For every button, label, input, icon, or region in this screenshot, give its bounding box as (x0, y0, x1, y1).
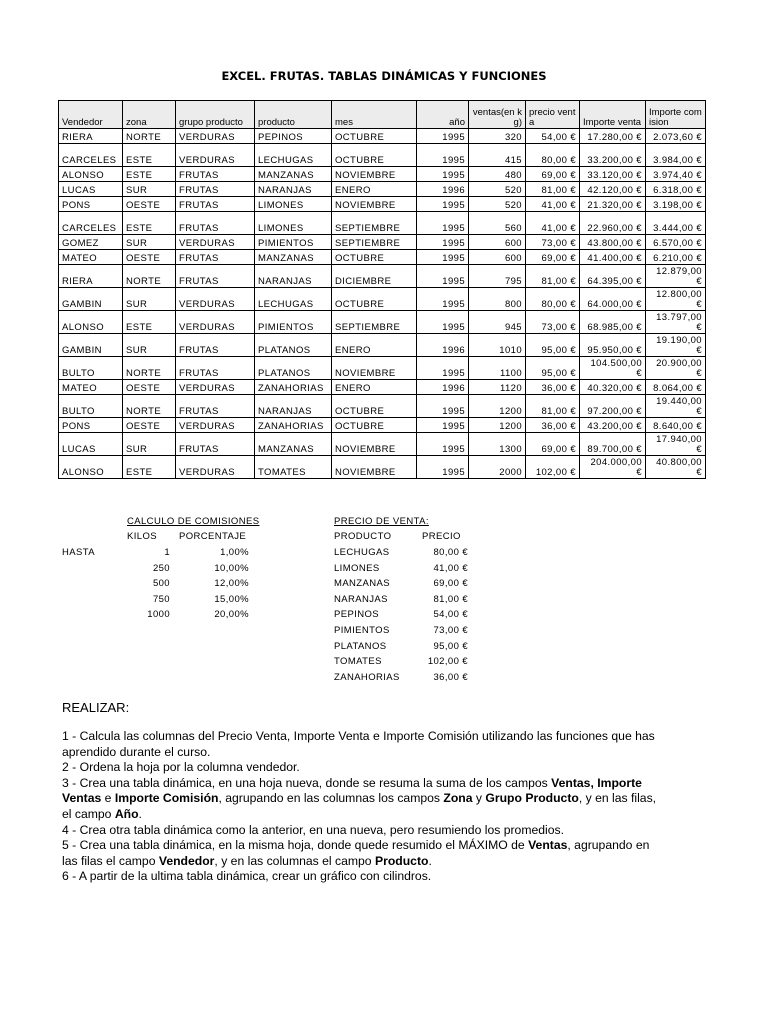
cell-ventas: 1100 (469, 357, 526, 380)
cell-ano: 1995 (417, 250, 469, 265)
cell-ano: 1996 (417, 380, 469, 395)
instruction-item (62, 869, 662, 885)
cell-importe-venta: 33.120,00 € (580, 167, 646, 182)
precio-valor: 54,00 € (433, 609, 468, 621)
precio-valor: 69,00 € (433, 578, 468, 590)
table-row (59, 235, 706, 250)
table-row (59, 265, 706, 288)
instructions (62, 729, 662, 885)
cell-ano: 1995 (417, 167, 469, 182)
cell-importe-venta: 64.395,00 € (580, 265, 646, 288)
instruction-text: 4 - Crea otra tabla dinámica como la anterior, en una nueva, pero resumiendo los promedios. (62, 822, 564, 837)
porcentaje-value: 1,00% (220, 547, 249, 558)
cell-zona: SUR (123, 182, 176, 197)
cell-importe-comision: 13.797,00 € (646, 311, 706, 334)
cell-ano: 1996 (417, 334, 469, 357)
cell-importe-comision: 17.940,00 € (646, 433, 706, 456)
cell-zona: OESTE (123, 418, 176, 433)
cell-importe-comision: 3.974,40 € (646, 167, 706, 182)
kilos-header: KILOS (127, 531, 157, 542)
cell-importe-comision: 2.073,60 € (646, 129, 706, 144)
cell-zona: OESTE (123, 197, 176, 212)
cell-zona: NORTE (123, 265, 176, 288)
precio-producto: TOMATES (334, 656, 382, 668)
cell-importe-venta: 97.200,00 € (580, 395, 646, 418)
instruction-text: , agrupando en las columnas los campos (218, 791, 444, 806)
cell-mes: OCTUBRE (332, 250, 417, 265)
cell-vendedor: BULTO (59, 395, 123, 418)
cell-grupo-producto: VERDURAS (176, 288, 255, 311)
cell-ventas: 560 (469, 212, 526, 235)
table-row (59, 212, 706, 235)
cell-precio-venta: 54,00 € (526, 129, 580, 144)
precio-valor: 80,00 € (433, 547, 468, 558)
cell-mes: OCTUBRE (332, 418, 417, 433)
cell-precio-venta: 80,00 € (526, 144, 580, 167)
instruction-emphasis: Grupo Producto (485, 791, 579, 806)
table-row (59, 433, 706, 456)
cell-ano: 1995 (417, 197, 469, 212)
cell-importe-comision: 6.318,00 € (646, 182, 706, 197)
table-header-row (59, 101, 706, 129)
kilos-value: 750 (152, 593, 170, 605)
cell-mes: SEPTIEMBRE (332, 212, 417, 235)
cell-producto: NARANJAS (255, 265, 332, 288)
cell-importe-comision: 20.900,00 € (646, 357, 706, 380)
cell-producto: PEPINOS (255, 129, 332, 144)
header-ano: año (417, 101, 469, 129)
cell-vendedor: PONS (59, 418, 123, 433)
table-row (59, 311, 706, 334)
cell-zona: NORTE (123, 395, 176, 418)
instruction-text: 5 - Crea una tabla dinámica, en la misma hoja, donde quede resumido el MÁXIMO de (62, 838, 529, 853)
cell-precio-venta: 95,00 € (526, 357, 580, 380)
precio-producto: NARANJAS (334, 593, 388, 605)
header-precio-venta: precio venta (526, 101, 580, 129)
cell-importe-venta: 95.950,00 € (580, 334, 646, 357)
precio-producto: PLATANOS (334, 640, 387, 652)
header-mes: mes (332, 101, 417, 129)
cell-grupo-producto: FRUTAS (176, 212, 255, 235)
cell-mes: SEPTIEMBRE (332, 311, 417, 334)
cell-producto: MANZANAS (255, 167, 332, 182)
cell-importe-comision: 12.800,00 € (646, 288, 706, 311)
precio-valor: 41,00 € (433, 562, 468, 574)
cell-zona: ESTE (123, 167, 176, 182)
header-producto: producto (255, 101, 332, 129)
cell-grupo-producto: FRUTAS (176, 182, 255, 197)
instruction-emphasis: Importe Ventas (62, 775, 642, 806)
cell-importe-venta: 104.500,00 € (580, 357, 646, 380)
cell-importe-comision: 40.800,00 € (646, 456, 706, 479)
cell-producto: ZANAHORIAS (255, 380, 332, 395)
cell-vendedor: CARCELES (59, 144, 123, 167)
cell-importe-venta: 64.000,00 € (580, 288, 646, 311)
instruction-item (62, 823, 662, 839)
cell-importe-venta: 33.200,00 € (580, 144, 646, 167)
instruction-emphasis: Zona (443, 791, 473, 806)
cell-ventas: 945 (469, 311, 526, 334)
instruction-text: 1 - Calcula las columnas del Precio Venta, Importe Venta e Importe Comisión utilizando las funciones que has aprendido durante el curso. (62, 729, 655, 759)
cell-importe-comision: 6.570,00 € (646, 235, 706, 250)
instruction-text: , agrupando en las filas el campo (62, 838, 650, 868)
cell-ventas: 600 (469, 235, 526, 250)
cell-mes: OCTUBRE (332, 395, 417, 418)
cell-zona: SUR (123, 235, 176, 250)
cell-producto: LIMONES (255, 197, 332, 212)
cell-grupo-producto: FRUTAS (176, 433, 255, 456)
realizar-heading: REALIZAR: (62, 700, 130, 715)
table-row (59, 288, 706, 311)
kilos-value: 500 (152, 578, 170, 589)
cell-grupo-producto: VERDURAS (176, 380, 255, 395)
cell-zona: ESTE (123, 311, 176, 334)
cell-mes: NOVIEMBRE (332, 167, 417, 182)
cell-precio-venta: 81,00 € (526, 265, 580, 288)
cell-vendedor: CARCELES (59, 212, 123, 235)
header-ventas: ventas(en kg) (469, 101, 526, 129)
precio-producto: MANZANAS (334, 578, 390, 590)
cell-vendedor: RIERA (59, 265, 123, 288)
cell-zona: NORTE (123, 357, 176, 380)
cell-vendedor: ALONSO (59, 311, 123, 334)
precio-valor: 36,00 € (433, 671, 468, 683)
table-row (59, 167, 706, 182)
cell-importe-venta: 89.700,00 € (580, 433, 646, 456)
table-row (59, 380, 706, 395)
precio-producto: ZANAHORIAS (334, 671, 400, 683)
porcentaje-value: 20,00% (214, 609, 249, 620)
table-row (59, 144, 706, 167)
cell-ano: 1996 (417, 182, 469, 197)
comisiones-title: CALCULO DE COMISIONES (127, 516, 260, 527)
cell-importe-comision: 19.440,00 € (646, 395, 706, 418)
cell-ventas: 480 (469, 167, 526, 182)
precio-valor: 73,00 € (433, 625, 468, 636)
cell-precio-venta: 41,00 € (526, 212, 580, 235)
cell-precio-venta: 80,00 € (526, 288, 580, 311)
cell-ano: 1995 (417, 456, 469, 479)
porcentaje-value: 12,00% (214, 578, 249, 589)
cell-producto: NARANJAS (255, 182, 332, 197)
precio-producto: LIMONES (334, 562, 380, 574)
cell-producto: LECHUGAS (255, 288, 332, 311)
cell-grupo-producto: FRUTAS (176, 265, 255, 288)
cell-zona: SUR (123, 433, 176, 456)
instruction-emphasis: Importe Comisión (114, 791, 219, 806)
instruction-emphasis: Año (114, 806, 139, 821)
kilos-value: 1 (164, 547, 170, 558)
table-row (59, 395, 706, 418)
cell-mes: NOVIEMBRE (332, 197, 417, 212)
cell-importe-venta: 22.960,00 € (580, 212, 646, 235)
cell-ventas: 795 (469, 265, 526, 288)
kilos-value: 1000 (147, 609, 170, 620)
cell-producto: MANZANAS (255, 250, 332, 265)
cell-ventas: 1200 (469, 418, 526, 433)
cell-importe-venta: 42.120,00 € (580, 182, 646, 197)
instruction-text: 3 - Crea una tabla dinámica, en una hoja nueva, donde se resuma la suma de los campos (62, 775, 552, 790)
cell-zona: SUR (123, 288, 176, 311)
precio-valor: 102,00 € (427, 656, 468, 668)
precio-valor: 81,00 € (433, 593, 468, 605)
cell-ventas: 520 (469, 197, 526, 212)
cell-ventas: 520 (469, 182, 526, 197)
header-importe-comision: Importe comision (646, 101, 706, 129)
table-row (59, 456, 706, 479)
cell-vendedor: GAMBIN (59, 334, 123, 357)
porcentaje-value: 10,00% (214, 562, 249, 574)
cell-ventas: 415 (469, 144, 526, 167)
cell-vendedor: ALONSO (59, 167, 123, 182)
cell-producto: PLATANOS (255, 334, 332, 357)
cell-zona: OESTE (123, 250, 176, 265)
cell-vendedor: PONS (59, 197, 123, 212)
instruction-emphasis: Ventas (528, 838, 568, 853)
cell-ventas: 320 (469, 129, 526, 144)
table-row (59, 197, 706, 212)
instruction-text: y (472, 791, 486, 806)
cell-vendedor: LUCAS (59, 433, 123, 456)
cell-importe-comision: 6.210,00 € (646, 250, 706, 265)
cell-ano: 1995 (417, 288, 469, 311)
cell-grupo-producto: VERDURAS (176, 144, 255, 167)
cell-vendedor: ALONSO (59, 456, 123, 479)
cell-ano: 1995 (417, 235, 469, 250)
cell-importe-venta: 204.000,00 € (580, 456, 646, 479)
cell-importe-comision: 3.984,00 € (646, 144, 706, 167)
porcentaje-value: 15,00% (214, 593, 249, 605)
cell-ano: 1995 (417, 395, 469, 418)
cell-precio-venta: 95,00 € (526, 334, 580, 357)
cell-precio-venta: 36,00 € (526, 418, 580, 433)
cell-importe-comision: 8.064,00 € (646, 380, 706, 395)
cell-ano: 1995 (417, 357, 469, 380)
cell-ano: 1995 (417, 265, 469, 288)
cell-grupo-producto: FRUTAS (176, 395, 255, 418)
cell-importe-venta: 17.280,00 € (580, 129, 646, 144)
cell-importe-comision: 3.444,00 € (646, 212, 706, 235)
cell-grupo-producto: VERDURAS (176, 418, 255, 433)
instruction-emphasis: Ventas, (551, 775, 594, 790)
instruction-item (62, 776, 662, 823)
document-title: EXCEL. FRUTAS. TABLAS DINÁMICAS Y FUNCIONES (221, 69, 547, 83)
cell-vendedor: RIERA (59, 129, 123, 144)
cell-ventas: 1300 (469, 433, 526, 456)
sales-table (58, 100, 706, 479)
cell-grupo-producto: VERDURAS (176, 456, 255, 479)
table-row (59, 334, 706, 357)
cell-precio-venta: 41,00 € (526, 197, 580, 212)
cell-grupo-producto: FRUTAS (176, 334, 255, 357)
cell-mes: NOVIEMBRE (332, 433, 417, 456)
cell-zona: SUR (123, 334, 176, 357)
cell-grupo-producto: VERDURAS (176, 235, 255, 250)
cell-vendedor: MATEO (59, 250, 123, 265)
cell-ventas: 1120 (469, 380, 526, 395)
cell-precio-venta: 73,00 € (526, 235, 580, 250)
cell-importe-venta: 43.200,00 € (580, 418, 646, 433)
cell-grupo-producto: FRUTAS (176, 250, 255, 265)
precio-valor: 95,00 € (433, 640, 468, 652)
cell-ano: 1995 (417, 129, 469, 144)
cell-mes: OCTUBRE (332, 288, 417, 311)
cell-importe-venta: 21.320,00 € (580, 197, 646, 212)
cell-producto: PLATANOS (255, 357, 332, 380)
cell-grupo-producto: VERDURAS (176, 129, 255, 144)
header-vendedor: Vendedor (59, 101, 123, 129)
cell-mes: NOVIEMBRE (332, 357, 417, 380)
table-row (59, 357, 706, 380)
cell-importe-comision: 8.640,00 € (646, 418, 706, 433)
cell-grupo-producto: FRUTAS (176, 197, 255, 212)
cell-mes: ENERO (332, 380, 417, 395)
cell-vendedor: MATEO (59, 380, 123, 395)
cell-importe-venta: 68.985,00 € (580, 311, 646, 334)
table-row (59, 250, 706, 265)
cell-precio-venta: 81,00 € (526, 182, 580, 197)
cell-ano: 1995 (417, 433, 469, 456)
cell-producto: PIMIENTOS (255, 311, 332, 334)
cell-importe-comision: 12.879,00 € (646, 265, 706, 288)
cell-importe-comision: 19.190,00 € (646, 334, 706, 357)
cell-ventas: 1200 (469, 395, 526, 418)
precios-title: PRECIO DE VENTA: (334, 516, 429, 527)
instruction-emphasis: Producto (374, 853, 429, 868)
header-zona: zona (123, 101, 176, 129)
cell-producto: MANZANAS (255, 433, 332, 456)
instruction-text: e (101, 791, 115, 806)
cell-vendedor: LUCAS (59, 182, 123, 197)
cell-ventas: 1010 (469, 334, 526, 357)
cell-vendedor: BULTO (59, 357, 123, 380)
porcentaje-header: PORCENTAJE (179, 531, 247, 542)
cell-precio-venta: 69,00 € (526, 433, 580, 456)
cell-mes: OCTUBRE (332, 144, 417, 167)
cell-producto: LECHUGAS (255, 144, 332, 167)
cell-mes: NOVIEMBRE (332, 456, 417, 479)
cell-zona: ESTE (123, 144, 176, 167)
cell-grupo-producto: FRUTAS (176, 357, 255, 380)
cell-ano: 1995 (417, 418, 469, 433)
cell-producto: NARANJAS (255, 395, 332, 418)
instruction-text: , y en las columnas el campo (214, 853, 375, 868)
producto-header: PRODUCTO (334, 531, 392, 542)
cell-precio-venta: 69,00 € (526, 167, 580, 182)
cell-precio-venta: 81,00 € (526, 395, 580, 418)
cell-zona: OESTE (123, 380, 176, 395)
cell-ano: 1995 (417, 311, 469, 334)
cell-precio-venta: 102,00 € (526, 456, 580, 479)
instruction-item (62, 729, 662, 760)
cell-zona: ESTE (123, 212, 176, 235)
table-row (59, 129, 706, 144)
instruction-item (62, 838, 662, 869)
cell-mes: ENERO (332, 182, 417, 197)
instruction-text: . (428, 853, 432, 868)
precio-producto: PIMIENTOS (334, 625, 390, 636)
cell-vendedor: GOMEZ (59, 235, 123, 250)
table-row (59, 418, 706, 433)
cell-ano: 1995 (417, 212, 469, 235)
cell-mes: DICIEMBRE (332, 265, 417, 288)
cell-producto: PIMIENTOS (255, 235, 332, 250)
cell-precio-venta: 69,00 € (526, 250, 580, 265)
instruction-text: 2 - Ordena la hoja por la columna vendedor. (62, 760, 300, 775)
cell-producto: TOMATES (255, 456, 332, 479)
instruction-text: . (138, 806, 142, 821)
cell-producto: LIMONES (255, 212, 332, 235)
hasta-label: HASTA (62, 547, 95, 558)
cell-ano: 1995 (417, 144, 469, 167)
cell-producto: ZANAHORIAS (255, 418, 332, 433)
precio-header: PRECIO (422, 531, 461, 542)
instruction-text: , y en las filas, el campo (62, 791, 657, 821)
cell-importe-comision: 3.198,00 € (646, 197, 706, 212)
kilos-value: 250 (152, 562, 170, 574)
header-grupo-producto: grupo producto (176, 101, 255, 129)
cell-zona: ESTE (123, 456, 176, 479)
cell-ventas: 600 (469, 250, 526, 265)
cell-precio-venta: 36,00 € (526, 380, 580, 395)
cell-grupo-producto: FRUTAS (176, 167, 255, 182)
cell-mes: ENERO (332, 334, 417, 357)
instruction-emphasis: Vendedor (158, 853, 215, 868)
cell-vendedor: GAMBIN (59, 288, 123, 311)
instruction-item (62, 760, 662, 776)
cell-ventas: 2000 (469, 456, 526, 479)
cell-grupo-producto: VERDURAS (176, 311, 255, 334)
header-importe-venta: Importe venta (580, 101, 646, 129)
instruction-text: 6 - A partir de la ultima tabla dinámica, crear un gráfico con cilindros. (62, 869, 432, 884)
cell-mes: SEPTIEMBRE (332, 235, 417, 250)
precio-producto: LECHUGAS (334, 547, 390, 558)
cell-importe-venta: 41.400,00 € (580, 250, 646, 265)
cell-precio-venta: 73,00 € (526, 311, 580, 334)
cell-zona: NORTE (123, 129, 176, 144)
precio-producto: PEPINOS (334, 609, 380, 621)
table-row (59, 182, 706, 197)
cell-mes: OCTUBRE (332, 129, 417, 144)
cell-ventas: 800 (469, 288, 526, 311)
cell-importe-venta: 40.320,00 € (580, 380, 646, 395)
cell-importe-venta: 43.800,00 € (580, 235, 646, 250)
